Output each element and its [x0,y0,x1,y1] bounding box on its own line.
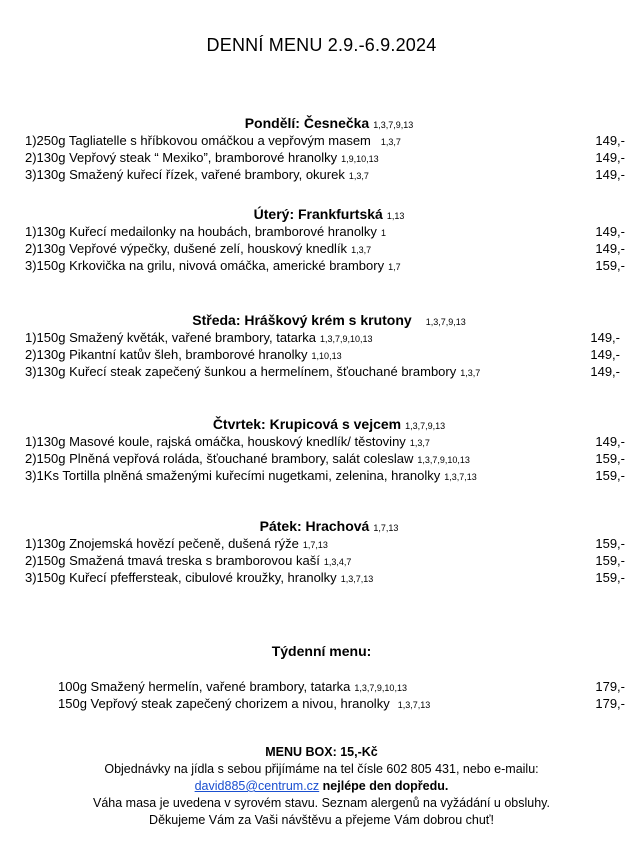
day-section-friday [25,517,625,586]
item-allergens: 1,3,7,9,10,13 [319,334,373,344]
day-heading [25,205,625,223]
item-text: 2)130g Vepřové výpečky, dušené zelí, houskový knedlík [25,241,348,256]
soup-allergens: 1,3,7,9,13 [425,317,466,327]
item-text: 2)130g Pikantní katův šleh, bramborové hranolky [25,347,308,362]
item-text: 1)130g Masové koule, rajská omáčka, houskový knedlík/ těstoviny [25,434,406,449]
soup-allergens: 1,3,7,9,13 [373,120,414,130]
menu-item [25,166,625,183]
day-section-wednesday [25,311,625,380]
item-allergens: 1,7,13 [302,540,328,550]
weekly-menu-section [58,678,625,712]
menu-item [25,223,625,240]
item-price: 149,- [595,241,625,256]
soup-allergens: 1,3,7,9,13 [405,421,446,431]
item-price: 159,- [595,451,625,466]
item-allergens: 1,3,7,9,10,13 [354,683,407,693]
item-allergens: 1,3,7,13 [397,700,431,710]
item-allergens: 1,3,7,13 [444,472,477,482]
item-price: 149,- [590,364,620,379]
thanks-note: Děkujeme Vám za Vaši návštěvu a přejeme Vám dobrou chuť! [149,813,494,827]
day-heading [25,311,625,329]
day-heading [25,517,625,535]
item-price: 159,- [595,536,625,551]
item-price: 179,- [595,679,625,694]
day-heading-text: Pondělí: Česnečka [244,115,370,131]
item-price: 159,- [595,553,625,568]
menu-item [25,433,625,450]
item-allergens: 1,3,7,9,10,13 [417,455,470,465]
item-allergens: 1,9,10,13 [341,154,379,164]
preorder-note: nejlépe den dopředu. [322,779,449,793]
menu-item [25,450,625,467]
orders-note: Objednávky na jídla s sebou přijímáme na tel čísle 602 805 431, nebo e-mailu: [104,762,539,776]
menu-item [58,695,625,712]
item-allergens: 1,3,7 [409,438,430,448]
menu-item [25,535,625,552]
item-price: 149,- [595,133,625,148]
item-price: 159,- [595,258,625,273]
item-text: 1)130g Kuřecí medailonky na houbách, bramborové hranolky [25,224,377,239]
item-text: 3)130g Smažený kuřecí řízek, vařené brambory, okurek [25,167,345,182]
item-allergens: 1 [380,228,386,238]
soup-allergens: 1,7,13 [373,523,399,533]
day-heading-text: Čtvrtek: Krupicová s vejcem [212,416,402,432]
item-text: 100g Smažený hermelín, vařené brambory, tatarka [58,679,351,694]
item-text: 2)150g Plněná vepřová roláda, šťouchané brambory, salát coleslaw [25,451,414,466]
day-section-monday [25,114,625,183]
item-price: 149,- [595,224,625,239]
item-text: 1)130g Znojemská hovězí pečeně, dušená rýže [25,536,299,551]
menu-item [25,132,625,149]
email-link[interactable]: david885@centrum.cz [194,779,320,793]
item-text: 3)150g Krkovička na grilu, nivová omáčka, americké brambory [25,258,385,273]
item-price: 159,- [595,570,625,585]
menu-item [25,149,625,166]
item-text: 2)150g Smažená tmavá treska s bramborovou kaší [25,553,320,568]
day-heading [25,415,625,433]
item-text: 150g Vepřový steak zapečený chorizem a nivou, hranolky [58,696,390,711]
day-heading-text: Středa: Hráškový krém s krutony [192,312,412,328]
menu-box-note: MENU BOX: 15,-Kč [265,745,378,759]
menu-item [25,240,625,257]
menu-item [25,363,620,380]
item-text: 2)130g Vepřový steak “ Mexiko”, bramborové hranolky [25,150,338,165]
item-allergens: 1,10,13 [311,351,342,361]
item-price: 149,- [595,167,625,182]
item-allergens: 1,3,7 [348,171,369,181]
item-price: 149,- [590,347,620,362]
item-text: 1)150g Smažený květák, vařené brambory, tatarka [25,330,316,345]
item-allergens: 1,3,7,13 [340,574,374,584]
day-heading [25,114,625,132]
weight-note: Váha masa je uvedena v syrovém stavu. Seznam alergenů na vyžádání u obsluhy. [93,796,550,810]
menu-item [25,552,625,569]
menu-item [25,467,625,484]
item-allergens: 1,7 [388,262,401,272]
footer [0,744,643,829]
item-price: 159,- [595,468,625,483]
item-text: 3)1Ks Tortilla plněná smaženými kuřecími nugetkami, zelenina, hranolky [25,468,441,483]
day-section-tuesday [25,205,625,274]
item-price: 149,- [595,434,625,449]
weekly-menu-heading: Týdenní menu: [271,643,372,659]
day-section-thursday [25,415,625,484]
item-allergens: 1,3,7 [460,368,481,378]
item-price: 149,- [595,150,625,165]
day-heading-text: Úterý: Frankfurtská [253,206,383,222]
soup-allergens: 1,13 [386,211,405,221]
menu-title: DENNÍ MENU 2.9.-6.9.2024 [206,35,437,55]
item-allergens: 1,3,4,7 [323,557,352,567]
menu-item [25,329,620,346]
email-line [0,778,643,795]
item-allergens: 1,3,7 [380,137,401,147]
item-price: 179,- [595,696,625,711]
item-text: 3)150g Kuřecí pfeffersteak, cibulové kroužky, hranolky [25,570,337,585]
menu-item [25,569,625,586]
day-heading-text: Pátek: Hrachová [259,518,370,534]
menu-item [58,678,625,695]
menu-item [25,257,625,274]
item-allergens: 1,3,7 [351,245,372,255]
item-price: 149,- [590,330,620,345]
item-text: 1)250g Tagliatelle s hříbkovou omáčkou a vepřovým masem [25,133,371,148]
menu-item [25,346,620,363]
item-text: 3)130g Kuřecí steak zapečený šunkou a hermelínem, šťouchané brambory [25,364,457,379]
